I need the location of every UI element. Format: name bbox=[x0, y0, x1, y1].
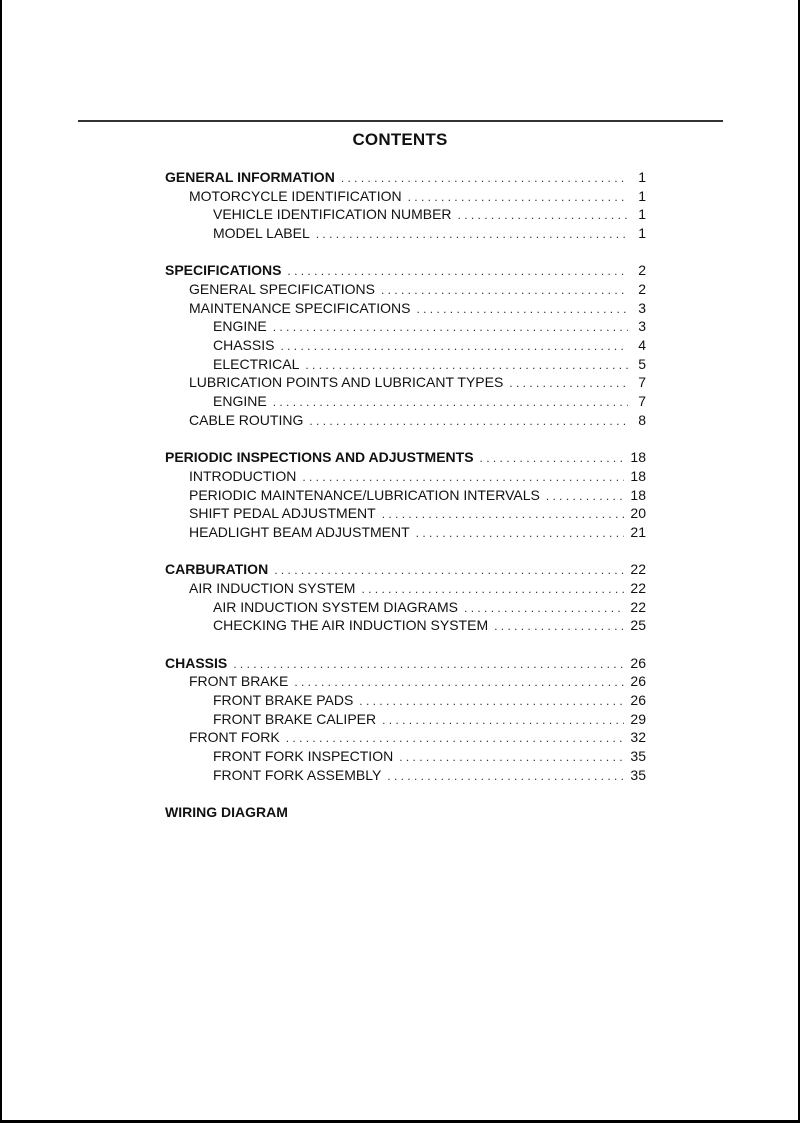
dot-leader bbox=[287, 262, 628, 281]
toc-entry[interactable] bbox=[165, 448, 646, 467]
toc-entry-page-number: 26 bbox=[630, 654, 646, 671]
toc-entry-page-number: 22 bbox=[630, 579, 646, 596]
toc-entry[interactable] bbox=[165, 766, 646, 785]
toc-entry[interactable] bbox=[165, 803, 646, 822]
toc-entry[interactable] bbox=[165, 672, 646, 691]
toc-entry-page-number: 1 bbox=[638, 206, 646, 223]
toc-entry-label: FRONT FORK INSPECTION bbox=[213, 747, 394, 764]
toc-entry-page-number: 5 bbox=[638, 355, 646, 372]
toc-entry-page-number: 21 bbox=[630, 523, 646, 540]
dot-leader bbox=[416, 300, 628, 319]
toc-entry[interactable] bbox=[165, 373, 646, 392]
toc-section bbox=[165, 803, 646, 822]
toc-entry-label: ELECTRICAL bbox=[213, 355, 300, 372]
toc-entry-page-number: 35 bbox=[630, 747, 646, 764]
toc-entry[interactable] bbox=[165, 654, 646, 673]
toc-entry[interactable] bbox=[165, 411, 646, 430]
toc-entry-label: LUBRICATION POINTS AND LUBRICANT TYPES bbox=[189, 374, 504, 391]
page-title: CONTENTS bbox=[352, 130, 448, 149]
toc-entry-page-number: 7 bbox=[638, 393, 646, 410]
toc-entry[interactable] bbox=[165, 261, 646, 280]
toc-entry-label: CARBURATION bbox=[165, 561, 269, 578]
toc-entry[interactable] bbox=[165, 560, 646, 579]
dot-leader bbox=[274, 561, 624, 580]
dot-leader bbox=[464, 599, 624, 618]
toc-entry[interactable] bbox=[165, 691, 646, 710]
dot-leader bbox=[381, 281, 628, 300]
dot-leader bbox=[280, 337, 628, 356]
toc-entry[interactable] bbox=[165, 299, 646, 318]
toc-entry[interactable] bbox=[165, 168, 646, 187]
toc-entry[interactable] bbox=[165, 467, 646, 486]
toc-entry-label: AIR INDUCTION SYSTEM bbox=[189, 579, 356, 596]
toc-entry-page-number: 25 bbox=[630, 617, 646, 634]
dot-leader bbox=[416, 524, 625, 543]
toc-entry-page-number: 8 bbox=[638, 411, 646, 428]
toc-entry-page-number: 22 bbox=[630, 598, 646, 615]
toc-entry[interactable] bbox=[165, 523, 646, 542]
toc-entry-page-number: 2 bbox=[638, 262, 646, 279]
dot-leader bbox=[294, 673, 624, 692]
toc-entry-page-number: 7 bbox=[638, 374, 646, 391]
toc-entry-page-number: 22 bbox=[630, 561, 646, 578]
toc-entry[interactable] bbox=[165, 280, 646, 299]
toc-entry-label: ENGINE bbox=[213, 393, 267, 410]
toc-entry-label: CABLE ROUTING bbox=[189, 411, 304, 428]
toc-entry[interactable] bbox=[165, 317, 646, 336]
toc-entry-page-number: 20 bbox=[630, 505, 646, 522]
toc-entry-label: MOTORCYCLE IDENTIFICATION bbox=[189, 187, 402, 204]
dot-leader bbox=[302, 468, 624, 487]
toc-entry-label: INTRODUCTION bbox=[189, 467, 297, 484]
toc-section bbox=[165, 261, 646, 429]
toc-entry[interactable] bbox=[165, 504, 646, 523]
dot-leader bbox=[316, 225, 628, 244]
toc-entry-page-number: 1 bbox=[638, 187, 646, 204]
toc-entry-label: FRONT BRAKE bbox=[189, 673, 289, 690]
toc-entry-page-number: 3 bbox=[638, 318, 646, 335]
dot-leader bbox=[382, 505, 625, 524]
toc-entry[interactable] bbox=[165, 392, 646, 411]
toc-entry[interactable] bbox=[165, 710, 646, 729]
toc-entry-page-number: 18 bbox=[630, 486, 646, 503]
toc-entry[interactable] bbox=[165, 579, 646, 598]
toc-entry-label: FRONT FORK bbox=[189, 729, 280, 746]
toc-entry-label: ENGINE bbox=[213, 318, 267, 335]
toc-entry-label: CHASSIS bbox=[165, 654, 228, 671]
toc-entry-label: WIRING DIAGRAM bbox=[165, 803, 288, 820]
toc-entry-label: GENERAL SPECIFICATIONS bbox=[189, 281, 375, 298]
toc-section bbox=[165, 448, 646, 541]
dot-leader bbox=[494, 617, 624, 636]
dot-leader bbox=[361, 580, 624, 599]
toc-entry[interactable] bbox=[165, 728, 646, 747]
table-of-contents bbox=[165, 168, 646, 840]
toc-entry-label: FRONT FORK ASSEMBLY bbox=[213, 766, 382, 783]
toc-entry[interactable] bbox=[165, 598, 646, 617]
dot-leader bbox=[359, 692, 624, 711]
toc-entry-label: PERIODIC MAINTENANCE/LUBRICATION INTERVALS bbox=[189, 486, 540, 503]
toc-entry-label: CHECKING THE AIR INDUCTION SYSTEM bbox=[213, 617, 489, 634]
dot-leader bbox=[408, 188, 628, 207]
toc-entry[interactable] bbox=[165, 336, 646, 355]
dot-leader bbox=[387, 767, 624, 786]
toc-entry[interactable] bbox=[165, 616, 646, 635]
dot-leader bbox=[341, 169, 628, 188]
dot-leader bbox=[305, 356, 628, 375]
toc-entry-page-number: 35 bbox=[630, 766, 646, 783]
toc-entry-page-number: 32 bbox=[630, 729, 646, 746]
toc-entry-label: MODEL LABEL bbox=[213, 225, 310, 242]
toc-entry-label: GENERAL INFORMATION bbox=[165, 169, 335, 185]
toc-entry-label: PERIODIC INSPECTIONS AND ADJUSTMENTS bbox=[165, 449, 474, 466]
toc-entry[interactable] bbox=[165, 205, 646, 224]
toc-entry-page-number: 18 bbox=[630, 449, 646, 466]
toc-entry-page-number: 1 bbox=[638, 225, 646, 242]
toc-entry[interactable] bbox=[165, 224, 646, 243]
dot-leader bbox=[273, 393, 628, 412]
toc-entry-label: SPECIFICATIONS bbox=[165, 262, 282, 279]
dot-leader bbox=[233, 655, 624, 674]
dot-leader bbox=[399, 748, 624, 767]
toc-entry[interactable] bbox=[165, 355, 646, 374]
toc-entry-label: VEHICLE IDENTIFICATION NUMBER bbox=[213, 206, 452, 223]
toc-section bbox=[165, 168, 646, 243]
toc-entry-page-number: 29 bbox=[630, 710, 646, 727]
toc-entry-page-number: 2 bbox=[638, 281, 646, 298]
dot-leader bbox=[546, 487, 625, 506]
toc-entry-label: SHIFT PEDAL ADJUSTMENT bbox=[189, 505, 376, 522]
dot-leader bbox=[509, 374, 628, 393]
dot-leader bbox=[382, 711, 624, 730]
toc-entry[interactable] bbox=[165, 486, 646, 505]
dot-leader bbox=[286, 729, 625, 748]
toc-section bbox=[165, 560, 646, 635]
toc-entry-label: MAINTENANCE SPECIFICATIONS bbox=[189, 299, 411, 316]
header-rule bbox=[78, 120, 723, 122]
toc-entry-label: HEADLIGHT BEAM ADJUSTMENT bbox=[189, 523, 410, 540]
dot-leader bbox=[458, 206, 628, 225]
toc-entry-page-number: 26 bbox=[630, 691, 646, 708]
toc-section bbox=[165, 654, 646, 785]
dot-leader bbox=[273, 318, 628, 337]
toc-entry[interactable] bbox=[165, 747, 646, 766]
toc-entry-label: FRONT BRAKE PADS bbox=[213, 691, 354, 708]
toc-entry-page-number: 18 bbox=[630, 467, 646, 484]
toc-entry-page-number: 26 bbox=[630, 673, 646, 690]
toc-entry-page-number: 3 bbox=[638, 299, 646, 316]
toc-entry-page-number: 1 bbox=[638, 169, 646, 185]
dot-leader bbox=[480, 449, 625, 468]
toc-entry[interactable] bbox=[165, 187, 646, 206]
toc-entry-label: AIR INDUCTION SYSTEM DIAGRAMS bbox=[213, 598, 459, 615]
dot-leader bbox=[309, 412, 628, 431]
toc-entry-label: CHASSIS bbox=[213, 337, 275, 354]
toc-entry-label: FRONT BRAKE CALIPER bbox=[213, 710, 377, 727]
toc-entry-page-number: 4 bbox=[638, 337, 646, 354]
